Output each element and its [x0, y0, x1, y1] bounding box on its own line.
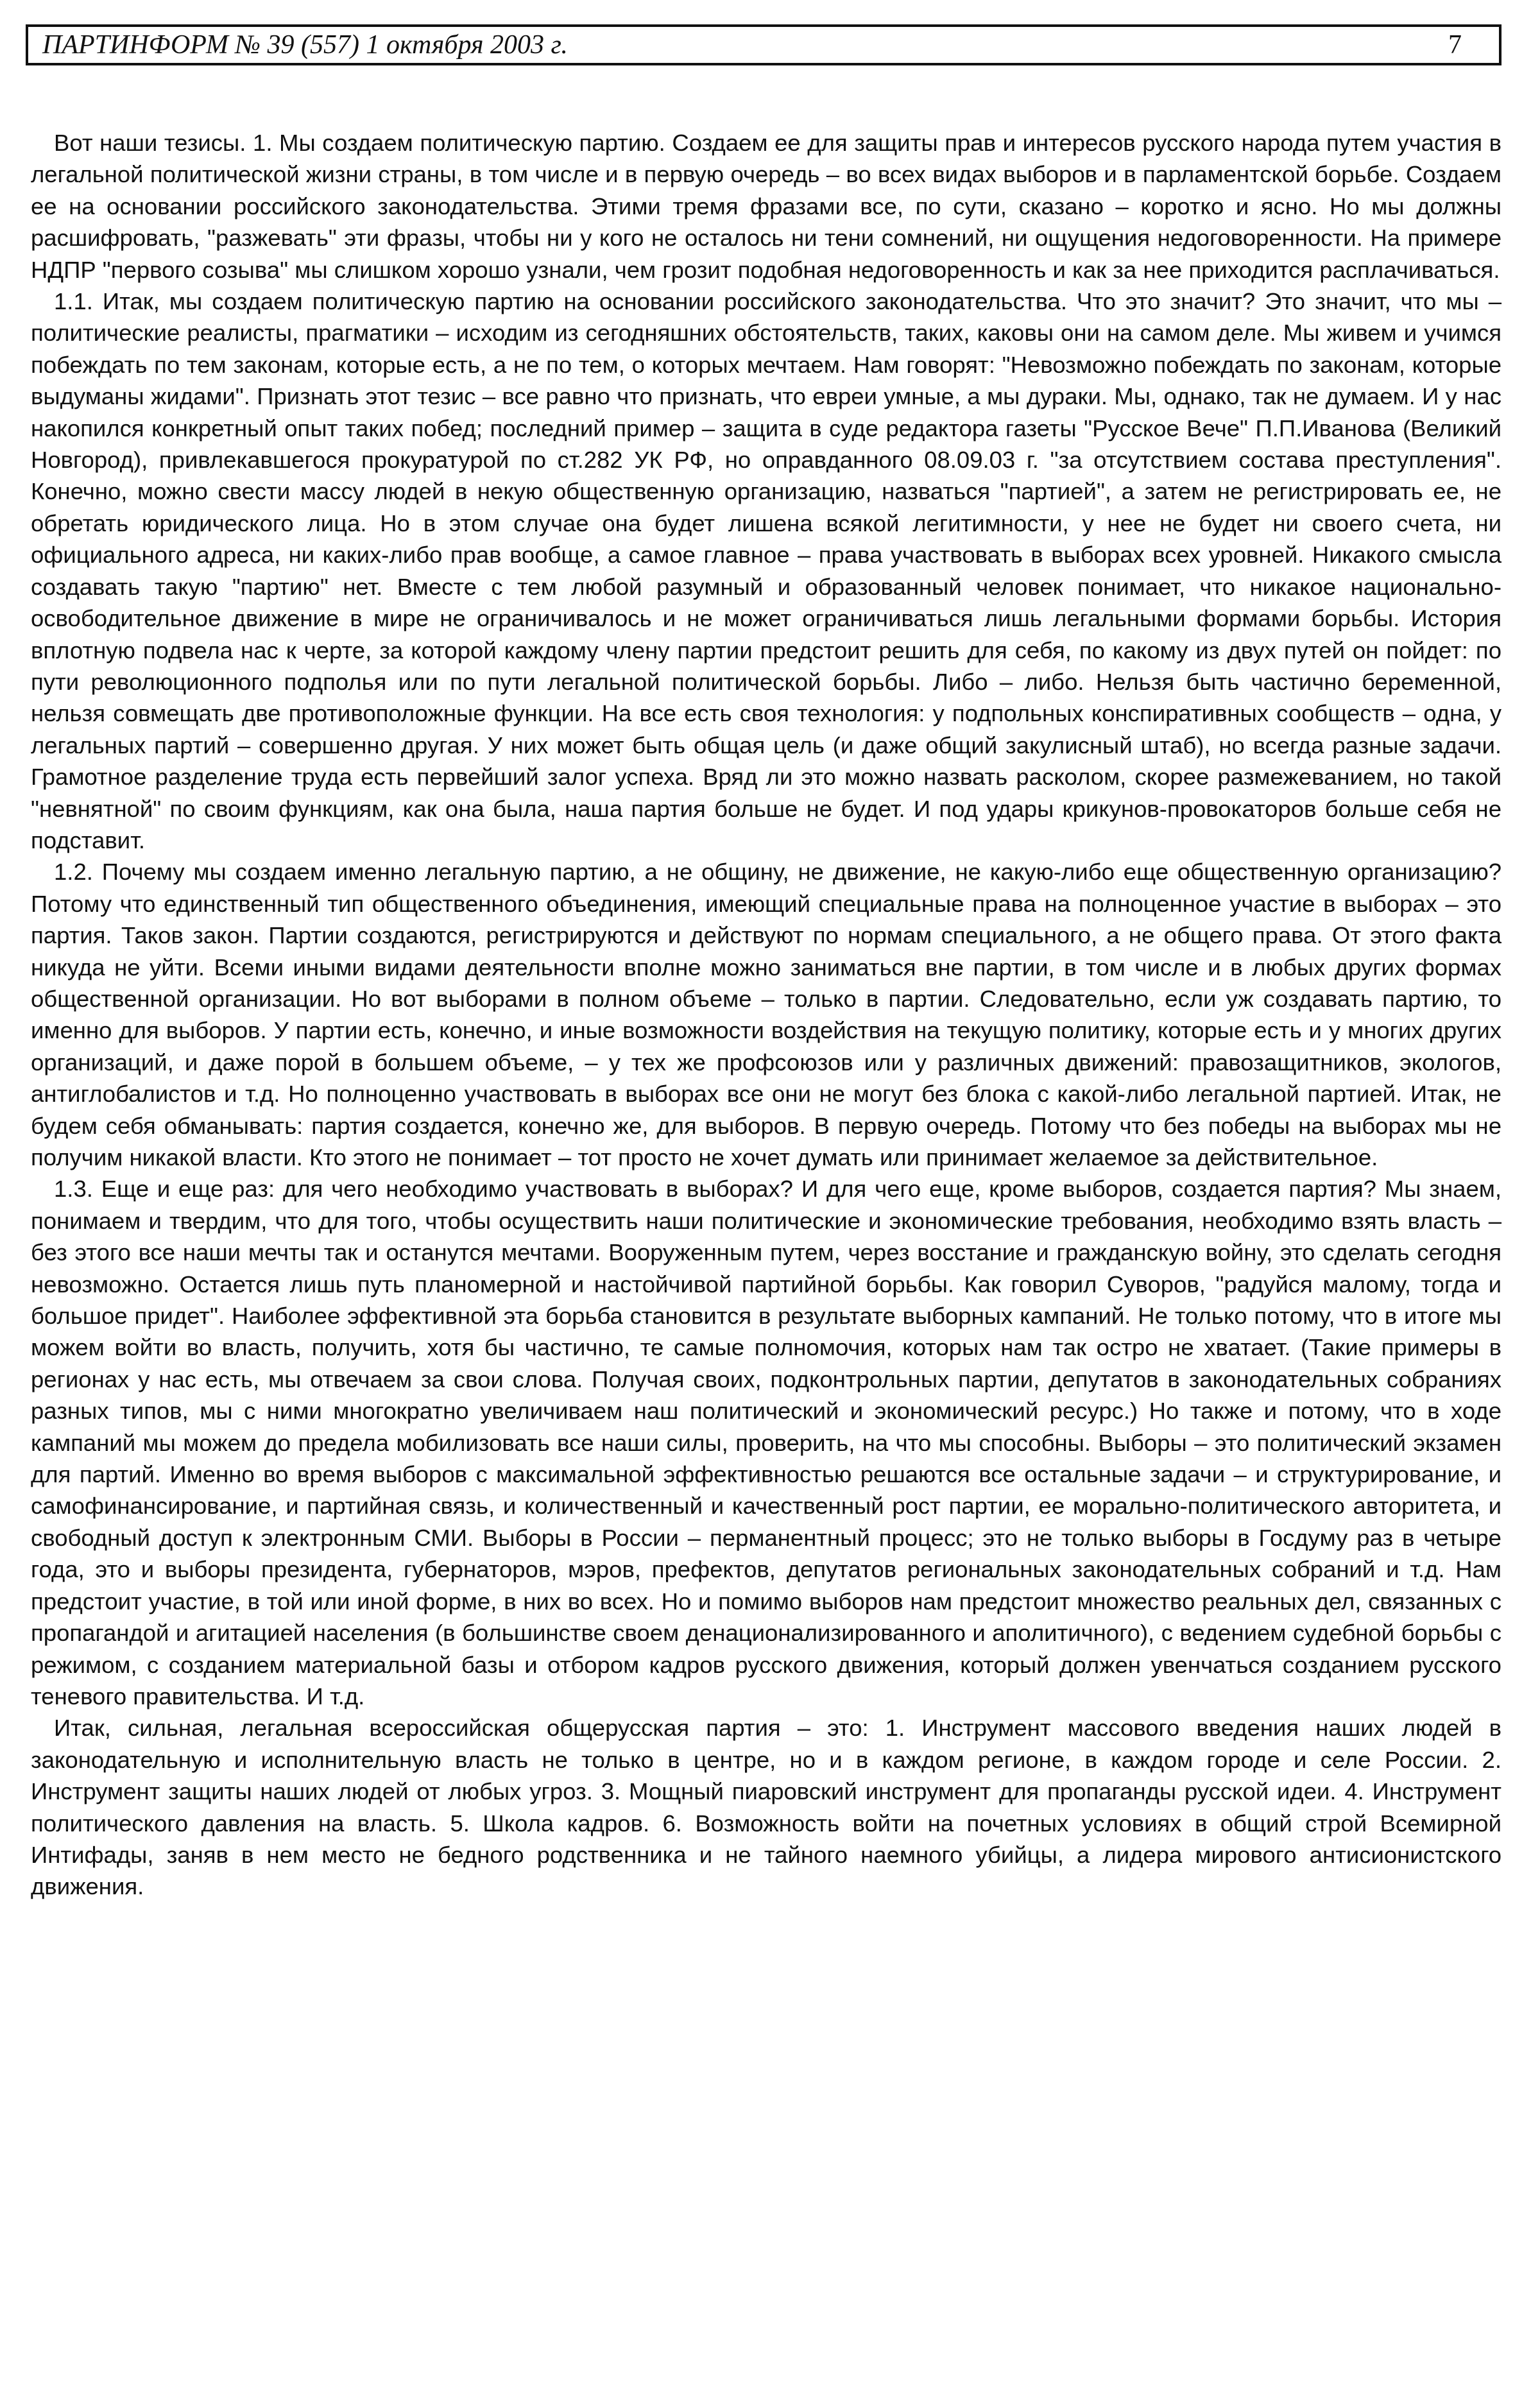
issue-title: ПАРТИНФОРМ № 39 (557) 1 октября 2003 г.: [42, 30, 568, 60]
paragraph-conclusion: Итак, сильная, легальная всероссийская общерусская партия – это: 1. Инструмент массового введения наших людей в законодательную и исполнительную власть не только в центре, но и в каждом регионе, в каждом городе и селе России. 2. Инструмент защиты наших людей от любых угроз. 3. Мощный пиаровский инструмент для пропаганды русской идеи. 4. Инструмент политического давления на власть. 5. Школа кадров. 6. Возможность войти на почетных условиях в общий строй Всемирной Интифады, заняв в нем место не бедного родственника и не тайного наемного убийцы, а лидера мирового антисионистского движения.: [31, 1715, 1502, 1900]
page-number: 7: [1448, 30, 1462, 60]
page-header: [26, 24, 1502, 65]
paragraph-1-3: 1.3. Еще и еще раз: для чего необходимо участвовать в выборах? И для чего еще, кроме выборов, создается партия? Мы знаем, понимаем и твердим, что для того, чтобы осуществить наши политические и экономические требования, необходимо взять власть – без этого все наши мечты так и останутся мечтами. Вооруженным путем, через восстание и гражданскую войну, это сделать сегодня невозможно. Остается лишь путь планомерной и настойчивой партийной борьбы. Как говорил Суворов, "радуйся малому, тогда и большое придет". Наиболее эффективной эта борьба становится в результате выборных кампаний. Не только потому, что в итоге мы можем войти во власть, получить, хотя бы частично, те самые полномочия, которых нам так остро не хватает. (Такие примеры в регионах у нас есть, мы отвечаем за свои слова. Получая своих, подконтрольных партии, депутатов в законодательных собраниях разных типов, мы с ними многократно увеличиваем наш политический и экономический ресурс.) Но также и потому, что в ходе кампаний мы можем до предела мобилизовать все наши силы, проверить, на что мы способны. Выборы – это политический экзамен для партий. Именно во время выборов с максимальной эффективностью решаются все остальные задачи – и структурирование, и самофинансирование, и партийная связь, и количественный и качественный рост партии, ее морально-политического авторитета, и свободный доступ к электронным СМИ. Выборы в России – перманентный процесс; это не только выборы в Госдуму раз в четыре года, это и выборы президента, губернаторов, мэров, префектов, депутатов региональных законодательных собраний и т.д. Нам предстоит участие, в той или иной форме, в них во всех. Но и помимо выборов нам предстоит множество реальных дел, связанных с пропагандой и агитацией населения (в большинстве своем денационализированного и аполитичного), с ведением судебной борьбы с режимом, с созданием материальной базы и отбором кадров русского движения, который должен увенчаться созданием русского теневого правительства. И т.д.: [31, 1176, 1502, 1709]
paragraph-intro: Вот наши тезисы. 1. Мы создаем политическую партию. Создаем ее для защиты прав и интересов русского народа путем участия в легальной политической жизни страны, в том числе и в первую очередь – во всех видах выборов и в парламентской борьбе. Создаем ее на основании российского законодательства. Этими тремя фразами все, по сути, сказано – коротко и ясно. Но мы должны расшифровать, "разжевать" эти фразы, чтобы ни у кого не осталось ни тени сомнений, ни ощущения недоговоренности. На примере НДПР "первого созыва" мы слишком хорошо узнали, чем грозит подобная недоговоренность и как за нее приходится расплачиваться.: [31, 130, 1502, 283]
paragraph-1-1: 1.1. Итак, мы создаем политическую партию на основании российского законодательства. Что это значит? Это значит, что мы – политические реалисты, прагматики – исходим из сегодняшних обстоятельств, таких, каковы они на самом деле. Мы живем и учимся побеждать по тем законам, которые есть, а не по тем, о которых мечтаем. Нам говорят: "Невозможно побеждать по законам, которые выдуманы жидами". Признать этот тезис – все равно что признать, что евреи умные, а мы дураки. Мы, однако, так не думаем. И у нас накопился конкретный опыт таких побед; последний пример – защита в суде редактора газеты "Русское Вече" П.П.Иванова (Великий Новгород), привлекавшегося прокуратурой по ст.282 УК РФ, но оправданного 08.09.03 г. "за отсутствием состава преступления". Конечно, можно свести массу людей в некую общественную организацию, назваться "партией", а затем не регистрировать ее, не обретать юридического лица. Но в этом случае она будет лишена всякой легитимности, у нее не будет ни своего счета, ни официального адреса, ни каких-либо прав вообще, а самое главное – права участвовать в выборах всех уровней. Никакого смысла создавать такую "партию" нет. Вместе с тем любой разумный и образованный человек понимает, что никакое национально-освободительное движение в мире не ограничивалось и не может ограничиваться лишь легальными формами борьбы. История вплотную подвела нас к черте, за которой каждому члену партии предстоит решить для себя, по какому из двух путей он пойдет: по пути революционного подполья или по пути легальной политической борьбы. Либо – либо. Нельзя быть частично беременной, нельзя совмещать две противоположные функции. На все есть своя технология: у подпольных конспиративных сообществ – одна, у легальных партий – совершенно другая. У них может быть общая цель (и даже общий закулисный штаб), но всегда разные задачи. Грамотное разделение труда есть первейший залог успеха. Вряд ли это можно назвать расколом, скорее размежеванием, но такой "невнятной" по своим функциям, как она была, наша партия больше не будет. И под удары крикунов-провокаторов больше себя не подставит.: [31, 288, 1502, 853]
article-body: [31, 127, 1502, 1903]
paragraph-1-2: 1.2. Почему мы создаем именно легальную партию, а не общину, не движение, не какую-либо еще общественную организацию? Потому что единственный тип общественного объединения, имеющий специальные права на полноценное участие в выборах – это партия. Таков закон. Партии создаются, регистрируются и действуют по нормам специального, а не общего права. От этого факта никуда не уйти. Всеми иными видами деятельности вполне можно заниматься вне партии, в том числе и в любых других формах общественной организации. Но вот выборами в полном объеме – только в партии. Следовательно, если уж создавать партию, то именно для выборов. У партии есть, конечно, и иные возможности воздействия на текущую политику, которые есть и у многих других организаций, и даже порой в большем объеме, – у тех же профсоюзов или у различных движений: правозащитников, экологов, антиглобалистов и т.д. Но полноценно участвовать в выборах все они не могут без блока с какой-либо легальной партией. Итак, не будем себя обманывать: партия создается, конечно же, для выборов. В первую очередь. Потому что без победы на выборах мы не получим никакой власти. Кто этого не понимает – тот просто не хочет думать или принимает желаемое за действительное.: [31, 859, 1502, 1170]
